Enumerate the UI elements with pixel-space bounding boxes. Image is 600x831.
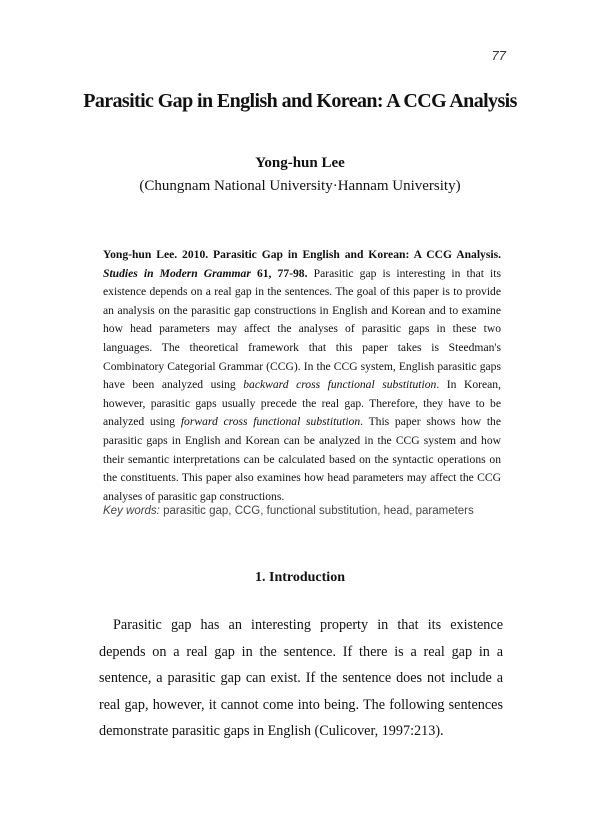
abstract-term-1: backward cross functional substitution xyxy=(243,378,437,392)
section-heading: 1. Introduction xyxy=(255,570,345,585)
author-affiliation: (Chungnam National University·Hannam University) xyxy=(139,178,461,194)
page-number: 77 xyxy=(491,48,506,63)
keywords xyxy=(103,505,523,517)
abstract-text-3: . This paper shows how the parasitic gaps in English and Korean can be analyzed in the CCG system and how their semantic interpretations can be calculated based on the syntactic operations on the constituents. This paper also examines how head parameters may affect the CCG analyses of parasitic gap constructions. xyxy=(103,415,501,503)
body-text xyxy=(99,612,503,745)
keywords-values: parasitic gap, CCG, functional substitution, head, parameters xyxy=(163,505,474,517)
journal-name: Studies in Modern Grammar xyxy=(103,266,251,280)
abstract-text-2: . In Korean, however, parasitic gaps usually precede the real gap. Therefore, they have to be analyzed using xyxy=(103,378,501,429)
intro-paragraph: Parasitic gap has an interesting property in that its existence depends on a real gap in the sentence. If there is a real gap in a sentence, a parasitic gap can exist. If the sentence does not include a real gap, however, it cannot come into being. The following sentences demonstrate parasitic gaps in English (Culicover, 1997:213). xyxy=(99,617,503,740)
abstract-citation: Yong-hun Lee. 2010. Parasitic Gap in English and Korean: A CCG Analysis. xyxy=(103,248,501,261)
paper-title: Parasitic Gap in English and Korean: A CCG Analysis xyxy=(83,90,517,112)
author-name: Yong-hun Lee xyxy=(255,155,345,171)
abstract-term-2: forward cross functional substitution xyxy=(180,415,361,429)
abstract-text-1: Parasitic gap is interesting in that its existence depends on a real gap in the sentences. The goal of this paper is to provide an analysis on the parasitic gap constructions in English and Korean and to examine how head parameters may affect the analyses of parasitic gaps in these two languages. The theoretical framework that this paper takes is Steedman's Combinatory Categorial Grammar (CCG). In the CCG system, English parasitic gaps have been analyzed using xyxy=(103,266,501,392)
abstract xyxy=(103,246,501,506)
volume-pages: 61, 77-98. xyxy=(256,266,308,280)
keywords-label: Key words: xyxy=(103,505,160,517)
